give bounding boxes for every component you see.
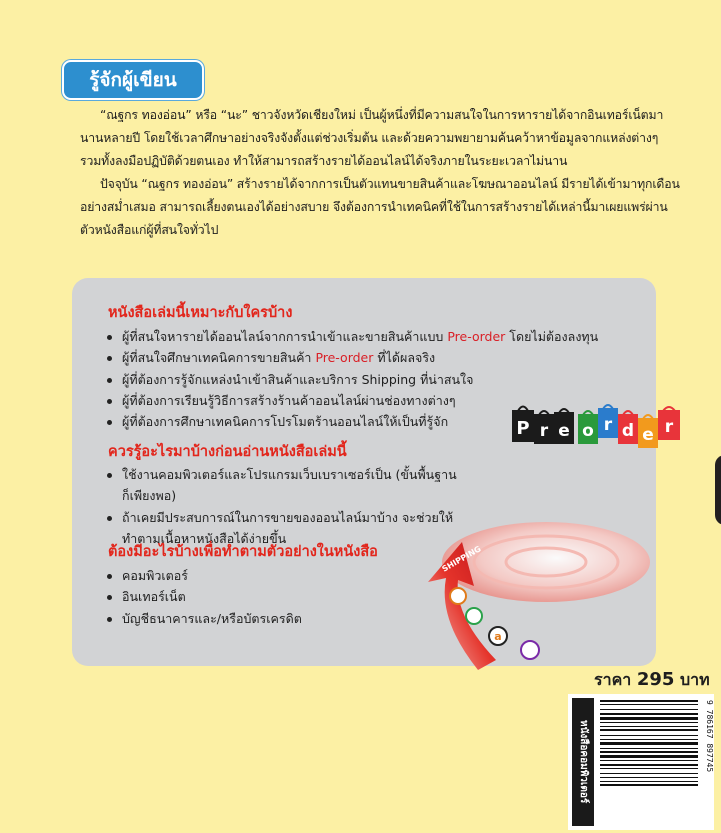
svg-text:r: r	[603, 415, 613, 435]
bag-d	[618, 411, 638, 444]
bag-r3	[658, 407, 680, 440]
barcode-bars-icon	[600, 700, 698, 824]
audience-item: ผู้ที่ต้องการรู้จักแหล่งนำเข้าสินค้าและบริการ Shipping ที่น่าสนใจ	[104, 369, 598, 390]
author-name: “ณฐกร ทองอ่อน”	[100, 108, 192, 122]
bag-p	[512, 407, 534, 443]
audience-item: ผู้ที่ต้องการเรียนรู้วิธีการสร้างร้านค้าออนไลน์ผ่านช่องทางต่างๆ	[104, 390, 598, 411]
shipping-globe-icon	[398, 520, 658, 670]
svg-text:P: P	[516, 418, 530, 439]
svg-text:o: o	[582, 421, 594, 441]
author-bio	[80, 104, 680, 242]
bio-paragraph-2: ปัจจุบัน “ณฐกร ทองอ่อน” สร้างรายได้จากการเป็นตัวแทนขายสินค้าและโฆษณาออนไลน์ มีรายได้เข้ามาทุกเดือนอย่างสม่ำเสมอ สามารถเลี้ยงตนเองได้อย่างสบาย จึงต้องการนำเทคนิคที่ใช้ในการสร้างรายได้เหล่านี้มาเผยแพร่ผ่านตัวหนังสือแก่ผู้ที่สนใจทั่วไป	[80, 177, 680, 237]
needs-list	[104, 565, 302, 629]
svg-text:SHIPPING: SHIPPING	[440, 544, 483, 574]
bio-paragraph-1	[80, 104, 680, 173]
needs-item: คอมพิวเตอร์	[104, 565, 302, 586]
bag-r2	[598, 405, 618, 438]
isbn-number: 9 786167 897745	[705, 700, 714, 773]
audience-item: ผู้ที่สนใจหารายได้ออนไลน์จากการนำเข้าและขายสินค้าแบบ Pre-order โดยไม่ต้องลงทุน	[104, 326, 598, 347]
preorder-bags-icon	[512, 402, 684, 450]
edge-tab	[715, 455, 721, 525]
publisher-label: หนังสือคอมพิวเตอร์	[572, 698, 594, 826]
audience-item: ผู้ที่สนใจศึกษาเทคนิคการขายสินค้า Pre-order ที่ได้ผลจริง	[104, 347, 598, 368]
needs-heading: ต้องมีอะไรบ้างเพื่อทำตามตัวอย่างในหนังสือ	[108, 544, 378, 560]
book-price: ราคา 295 บาท	[594, 669, 710, 690]
author-section-title: รู้จักผู้เขียน	[62, 60, 204, 100]
svg-text:e: e	[642, 425, 654, 445]
svg-text:a: a	[494, 630, 502, 643]
needs-item: อินเทอร์เน็ต	[104, 586, 302, 607]
needs-item: บัญชีธนาคารและ/หรือบัตรเครดิต	[104, 608, 302, 629]
bag-e2	[638, 415, 658, 448]
prereq-heading: ควรรู้อะไรมาบ้างก่อนอ่านหนังสือเล่มนี้	[108, 444, 347, 460]
prereq-item: ถ้าเคยมีประสบการณ์ในการขายของออนไลน์มาบ้าง จะช่วยให้ทำตามเนื้อหาหนังสือได้ง่ายขึ้น	[104, 507, 464, 550]
svg-text:r: r	[539, 421, 549, 441]
svg-text:e: e	[558, 421, 570, 441]
svg-text:r: r	[664, 417, 674, 437]
bag-r	[534, 411, 554, 444]
audience-item: ผู้ที่ต้องการศึกษาเทคนิคการโปรโมตร้านออนไลน์ให้เป็นที่รู้จัก	[104, 411, 598, 432]
prereq-item: ใช้งานคอมพิวเตอร์และโปรแกรมเว็บเบราเซอร์เป็น (ขั้นพื้นฐานก็เพียงพอ)	[104, 464, 464, 507]
bag-o	[578, 411, 598, 444]
bag-e	[554, 409, 574, 444]
bio-paragraph-1-text: หรือ “นะ” ชาวจังหวัดเชียงใหม่ เป็นผู้หนึ่งที่มีความสนใจในการหารายได้จากอินเทอร์เน็ตมานานหลายปี โดยใช้เวลาศึกษาอย่างจริงจังตั้งแต่ช่วงเริ่มต้น และด้วยความพยายามค้นคว้าหาข้อมูลจากแหล่งต่างๆ รวมทั้งลงมือปฏิบัติด้วยตนเอง ทำให้สามารถสร้างรายได้ออนไลน์ได้จริงภายในระยะเวลาไม่นาน	[80, 108, 664, 168]
audience-heading: หนังสือเล่มนี้เหมาะกับใครบ้าง	[108, 305, 293, 321]
svg-text:d: d	[621, 421, 635, 441]
